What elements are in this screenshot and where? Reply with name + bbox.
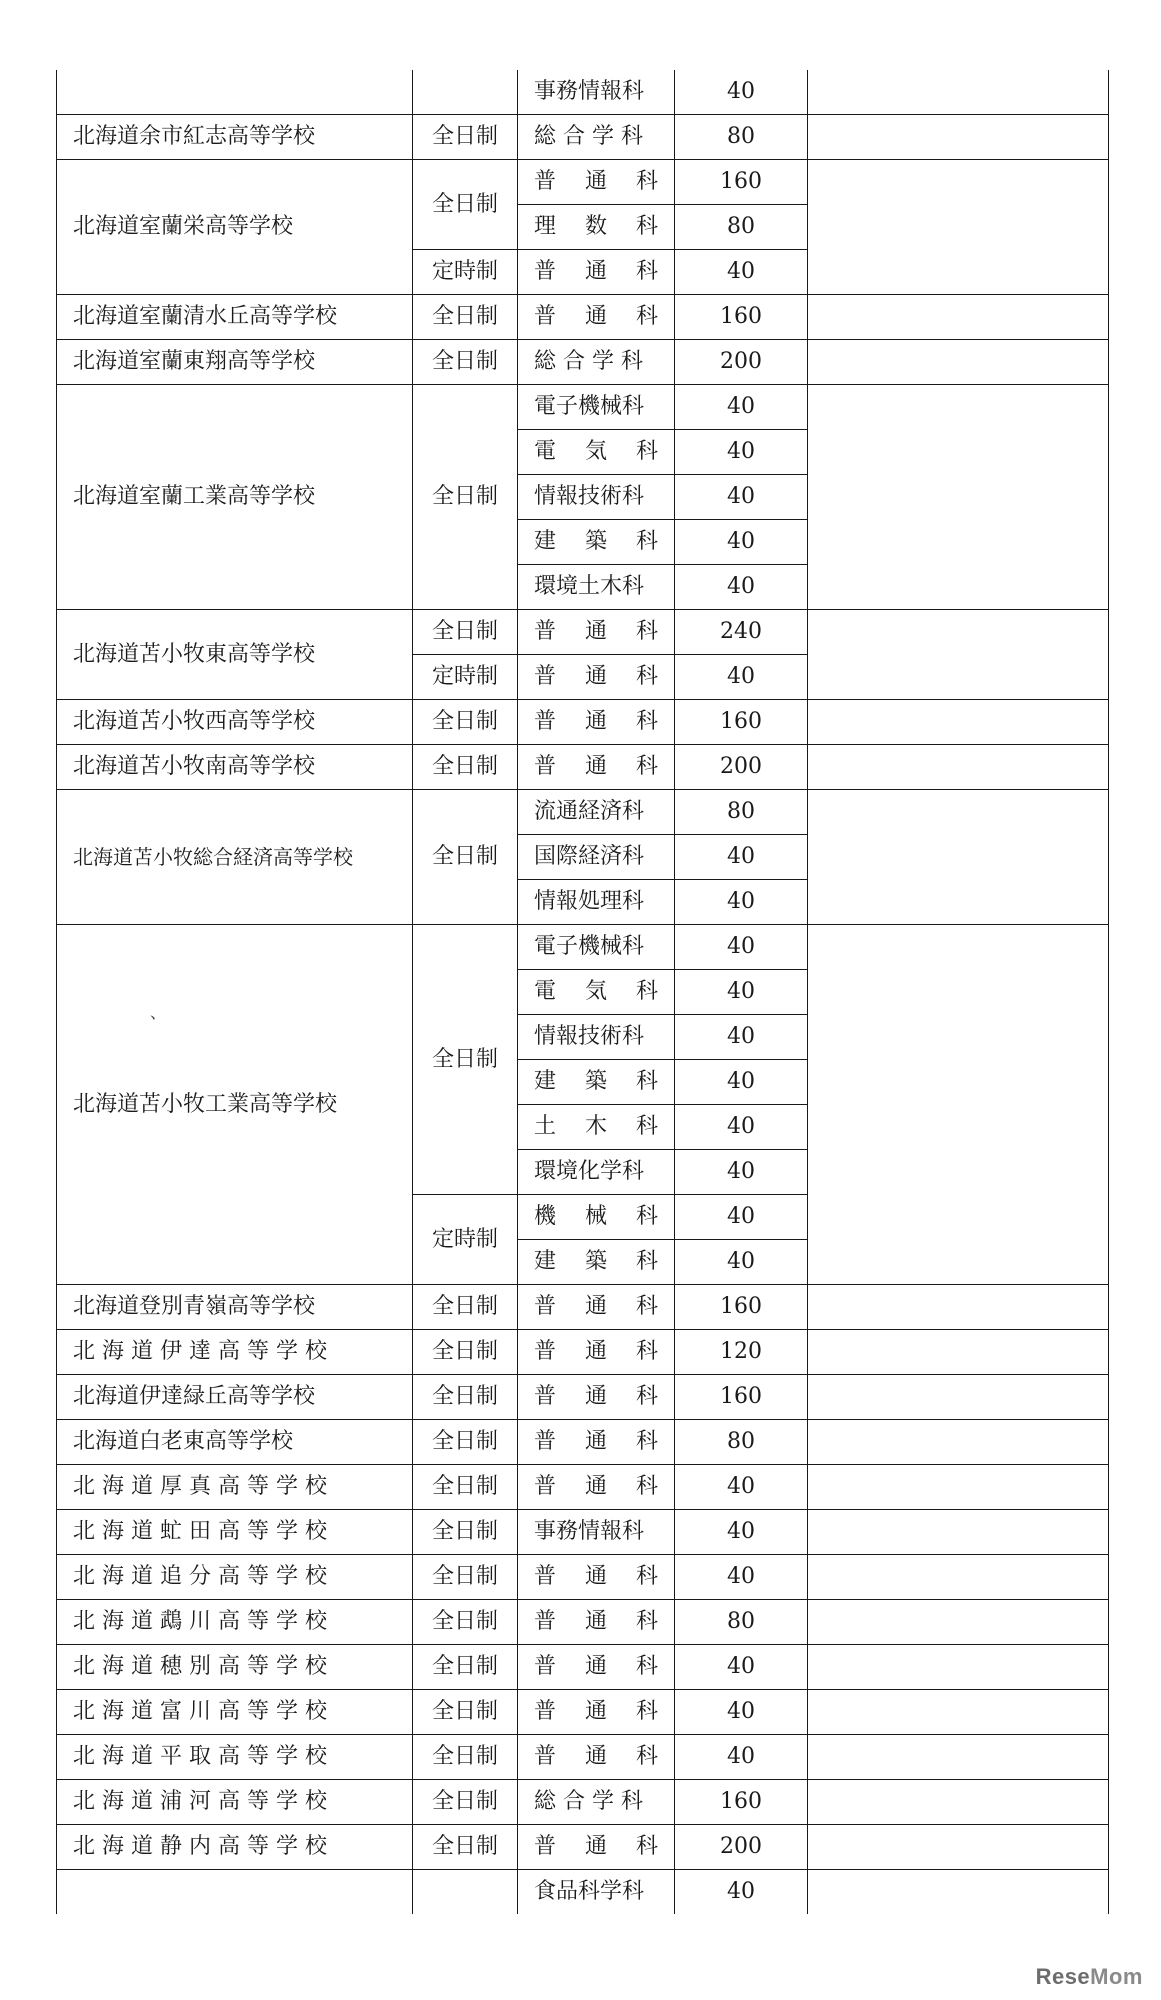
table-row bbox=[57, 1510, 1109, 1555]
note-cell bbox=[808, 340, 1109, 385]
school-cell bbox=[57, 70, 413, 115]
note-cell bbox=[808, 160, 1109, 295]
system-cell: 全日制 bbox=[413, 1420, 518, 1465]
system-cell: 全日制 bbox=[413, 295, 518, 340]
capacity-cell: 240 bbox=[675, 610, 808, 655]
note-cell bbox=[808, 1330, 1109, 1375]
department-cell: 国際経済科 bbox=[518, 835, 675, 880]
system-cell: 全日制 bbox=[413, 160, 518, 250]
note-cell bbox=[808, 1645, 1109, 1690]
department-cell: 電 気 科 bbox=[518, 970, 675, 1015]
note-cell bbox=[808, 70, 1109, 115]
table-row bbox=[57, 1420, 1109, 1465]
table-row bbox=[57, 1825, 1109, 1870]
department-cell: 普 通 科 bbox=[518, 295, 675, 340]
note-cell bbox=[808, 115, 1109, 160]
table-row bbox=[57, 295, 1109, 340]
capacity-cell: 160 bbox=[675, 160, 808, 205]
note-cell bbox=[808, 1285, 1109, 1330]
department-cell: 電子機械科 bbox=[518, 925, 675, 970]
school-cell: 北海道登別青嶺高等学校 bbox=[57, 1285, 413, 1330]
department-cell: 総 合 学 科 bbox=[518, 1780, 675, 1825]
watermark-text-rese: Rese bbox=[1035, 1964, 1091, 1989]
table-row bbox=[57, 1330, 1109, 1375]
capacity-cell: 40 bbox=[675, 1510, 808, 1555]
department-cell: 情報処理科 bbox=[518, 880, 675, 925]
school-cell: 北 海 道 伊 達 高 等 学 校 bbox=[57, 1330, 413, 1375]
capacity-cell: 40 bbox=[675, 1060, 808, 1105]
system-cell: 全日制 bbox=[413, 1555, 518, 1600]
department-cell: 総 合 学 科 bbox=[518, 115, 675, 160]
school-cell: 北海道伊達緑丘高等学校 bbox=[57, 1375, 413, 1420]
table-row bbox=[57, 790, 1109, 835]
table-row bbox=[57, 70, 1109, 115]
stray-punctuation-mark: 、 bbox=[150, 1003, 167, 1022]
system-cell: 全日制 bbox=[413, 1465, 518, 1510]
table-row bbox=[57, 1465, 1109, 1510]
note-cell bbox=[808, 700, 1109, 745]
system-cell: 全日制 bbox=[413, 1825, 518, 1870]
system-cell: 全日制 bbox=[413, 1600, 518, 1645]
capacity-cell: 40 bbox=[675, 475, 808, 520]
table-row bbox=[57, 1600, 1109, 1645]
system-cell: 定時制 bbox=[413, 1195, 518, 1285]
system-cell: 全日制 bbox=[413, 610, 518, 655]
school-cell: 北海道室蘭清水丘高等学校 bbox=[57, 295, 413, 340]
capacity-cell: 200 bbox=[675, 1825, 808, 1870]
capacity-cell: 40 bbox=[675, 1195, 808, 1240]
department-cell: 電子機械科 bbox=[518, 385, 675, 430]
capacity-cell: 40 bbox=[675, 925, 808, 970]
watermark-text-mom: Mom bbox=[1090, 1964, 1143, 1989]
system-cell: 全日制 bbox=[413, 1285, 518, 1330]
school-cell: 北 海 道 厚 真 高 等 学 校 bbox=[57, 1465, 413, 1510]
capacity-cell: 200 bbox=[675, 340, 808, 385]
system-cell: 定時制 bbox=[413, 655, 518, 700]
department-cell: 普 通 科 bbox=[518, 745, 675, 790]
department-cell: 普 通 科 bbox=[518, 1375, 675, 1420]
department-cell: 事務情報科 bbox=[518, 1510, 675, 1555]
table-row bbox=[57, 925, 1109, 970]
capacity-cell: 40 bbox=[675, 880, 808, 925]
system-cell: 全日制 bbox=[413, 1510, 518, 1555]
note-cell bbox=[808, 1825, 1109, 1870]
table-row bbox=[57, 610, 1109, 655]
capacity-cell: 40 bbox=[675, 1735, 808, 1780]
system-cell: 全日制 bbox=[413, 1690, 518, 1735]
department-cell: 普 通 科 bbox=[518, 1645, 675, 1690]
department-cell: 普 通 科 bbox=[518, 1825, 675, 1870]
department-cell: 総 合 学 科 bbox=[518, 340, 675, 385]
capacity-cell: 40 bbox=[675, 1645, 808, 1690]
system-cell: 全日制 bbox=[413, 745, 518, 790]
department-cell: 普 通 科 bbox=[518, 1465, 675, 1510]
system-cell: 全日制 bbox=[413, 925, 518, 1195]
capacity-cell: 80 bbox=[675, 1420, 808, 1465]
school-cell: 北海道苫小牧東高等学校 bbox=[57, 610, 413, 700]
system-cell: 全日制 bbox=[413, 1735, 518, 1780]
capacity-cell: 40 bbox=[675, 655, 808, 700]
department-cell: 普 通 科 bbox=[518, 1735, 675, 1780]
table-row bbox=[57, 385, 1109, 430]
note-cell bbox=[808, 1735, 1109, 1780]
school-cell: 北海道室蘭東翔高等学校 bbox=[57, 340, 413, 385]
capacity-cell: 40 bbox=[675, 1465, 808, 1510]
capacity-cell: 40 bbox=[675, 1555, 808, 1600]
note-cell bbox=[808, 1600, 1109, 1645]
note-cell bbox=[808, 745, 1109, 790]
department-cell: 普 通 科 bbox=[518, 1420, 675, 1465]
capacity-cell: 40 bbox=[675, 430, 808, 475]
note-cell bbox=[808, 790, 1109, 925]
school-cell: 北海道苫小牧西高等学校 bbox=[57, 700, 413, 745]
capacity-cell: 40 bbox=[675, 70, 808, 115]
department-cell: 普 通 科 bbox=[518, 700, 675, 745]
department-cell: 普 通 科 bbox=[518, 655, 675, 700]
system-cell: 全日制 bbox=[413, 790, 518, 925]
capacity-cell: 40 bbox=[675, 565, 808, 610]
capacity-cell: 40 bbox=[675, 1690, 808, 1735]
system-cell: 全日制 bbox=[413, 1330, 518, 1375]
capacity-cell: 40 bbox=[675, 1870, 808, 1915]
school-cell: 北 海 道 富 川 高 等 学 校 bbox=[57, 1690, 413, 1735]
capacity-cell: 80 bbox=[675, 1600, 808, 1645]
department-cell: 建 築 科 bbox=[518, 1240, 675, 1285]
school-cell: 北 海 道 浦 河 高 等 学 校 bbox=[57, 1780, 413, 1825]
system-cell: 全日制 bbox=[413, 340, 518, 385]
roster-table bbox=[56, 70, 1109, 1914]
department-cell: 環境化学科 bbox=[518, 1150, 675, 1195]
table-row bbox=[57, 1285, 1109, 1330]
department-cell: 普 通 科 bbox=[518, 1285, 675, 1330]
school-cell: 北海道室蘭栄高等学校 bbox=[57, 160, 413, 295]
school-cell: 北海道苫小牧工業高等学校 bbox=[57, 925, 413, 1285]
school-cell: 北海道余市紅志高等学校 bbox=[57, 115, 413, 160]
table-row bbox=[57, 1555, 1109, 1600]
school-cell: 北海道白老東高等学校 bbox=[57, 1420, 413, 1465]
system-cell: 全日制 bbox=[413, 385, 518, 610]
department-cell: 情報技術科 bbox=[518, 1015, 675, 1060]
system-cell bbox=[413, 1870, 518, 1915]
system-cell: 全日制 bbox=[413, 1645, 518, 1690]
school-cell: 北 海 道 虻 田 高 等 学 校 bbox=[57, 1510, 413, 1555]
capacity-cell: 160 bbox=[675, 700, 808, 745]
school-cell: 北 海 道 鵡 川 高 等 学 校 bbox=[57, 1600, 413, 1645]
department-cell: 普 通 科 bbox=[518, 250, 675, 295]
system-cell: 全日制 bbox=[413, 1780, 518, 1825]
capacity-cell: 40 bbox=[675, 970, 808, 1015]
capacity-cell: 40 bbox=[675, 520, 808, 565]
note-cell bbox=[808, 1375, 1109, 1420]
table-row bbox=[57, 1735, 1109, 1780]
department-cell: 普 通 科 bbox=[518, 610, 675, 655]
note-cell bbox=[808, 1780, 1109, 1825]
department-cell: 普 通 科 bbox=[518, 1555, 675, 1600]
department-cell: 土 木 科 bbox=[518, 1105, 675, 1150]
capacity-cell: 40 bbox=[675, 1240, 808, 1285]
department-cell: 普 通 科 bbox=[518, 1330, 675, 1375]
school-cell: 北海道苫小牧南高等学校 bbox=[57, 745, 413, 790]
capacity-cell: 200 bbox=[675, 745, 808, 790]
note-cell bbox=[808, 385, 1109, 610]
system-cell: 定時制 bbox=[413, 250, 518, 295]
department-cell: 流通経済科 bbox=[518, 790, 675, 835]
table-row bbox=[57, 1375, 1109, 1420]
capacity-cell: 40 bbox=[675, 1105, 808, 1150]
resemom-watermark-logo bbox=[1036, 1964, 1143, 1990]
department-cell: 普 通 科 bbox=[518, 1600, 675, 1645]
department-cell: 普 通 科 bbox=[518, 1690, 675, 1735]
system-cell bbox=[413, 70, 518, 115]
school-cell: 北 海 道 静 内 高 等 学 校 bbox=[57, 1825, 413, 1870]
capacity-cell: 80 bbox=[675, 115, 808, 160]
note-cell bbox=[808, 1465, 1109, 1510]
capacity-cell: 80 bbox=[675, 790, 808, 835]
system-cell: 全日制 bbox=[413, 115, 518, 160]
note-cell bbox=[808, 610, 1109, 700]
table-row bbox=[57, 700, 1109, 745]
capacity-cell: 160 bbox=[675, 1780, 808, 1825]
capacity-cell: 40 bbox=[675, 385, 808, 430]
table-row bbox=[57, 1870, 1109, 1915]
table-row bbox=[57, 1780, 1109, 1825]
department-cell: 理 数 科 bbox=[518, 205, 675, 250]
capacity-cell: 40 bbox=[675, 250, 808, 295]
table-row bbox=[57, 1690, 1109, 1735]
school-cell: 北 海 道 平 取 高 等 学 校 bbox=[57, 1735, 413, 1780]
capacity-cell: 160 bbox=[675, 1285, 808, 1330]
school-cell: 北海道苫小牧総合経済高等学校 bbox=[57, 790, 413, 925]
capacity-cell: 120 bbox=[675, 1330, 808, 1375]
department-cell: 普 通 科 bbox=[518, 160, 675, 205]
note-cell bbox=[808, 295, 1109, 340]
capacity-cell: 160 bbox=[675, 1375, 808, 1420]
table-row bbox=[57, 745, 1109, 790]
capacity-cell: 40 bbox=[675, 835, 808, 880]
capacity-cell: 40 bbox=[675, 1015, 808, 1060]
department-cell: 食品科学科 bbox=[518, 1870, 675, 1915]
note-cell bbox=[808, 1510, 1109, 1555]
department-cell: 建 築 科 bbox=[518, 1060, 675, 1105]
note-cell bbox=[808, 1555, 1109, 1600]
capacity-cell: 160 bbox=[675, 295, 808, 340]
system-cell: 全日制 bbox=[413, 700, 518, 745]
table-row bbox=[57, 340, 1109, 385]
capacity-cell: 80 bbox=[675, 205, 808, 250]
system-cell: 全日制 bbox=[413, 1375, 518, 1420]
school-cell: 北 海 道 穂 別 高 等 学 校 bbox=[57, 1645, 413, 1690]
table-row bbox=[57, 1645, 1109, 1690]
department-cell: 機 械 科 bbox=[518, 1195, 675, 1240]
capacity-cell: 40 bbox=[675, 1150, 808, 1195]
note-cell bbox=[808, 1870, 1109, 1915]
note-cell bbox=[808, 925, 1109, 1285]
department-cell: 環境土木科 bbox=[518, 565, 675, 610]
school-cell bbox=[57, 1870, 413, 1915]
department-cell: 建 築 科 bbox=[518, 520, 675, 565]
table-row bbox=[57, 115, 1109, 160]
department-cell: 情報技術科 bbox=[518, 475, 675, 520]
school-cell: 北 海 道 追 分 高 等 学 校 bbox=[57, 1555, 413, 1600]
table-row bbox=[57, 160, 1109, 205]
school-capacity-table bbox=[56, 70, 1108, 1914]
department-cell: 電 気 科 bbox=[518, 430, 675, 475]
school-cell: 北海道室蘭工業高等学校 bbox=[57, 385, 413, 610]
note-cell bbox=[808, 1690, 1109, 1735]
department-cell: 事務情報科 bbox=[518, 70, 675, 115]
note-cell bbox=[808, 1420, 1109, 1465]
